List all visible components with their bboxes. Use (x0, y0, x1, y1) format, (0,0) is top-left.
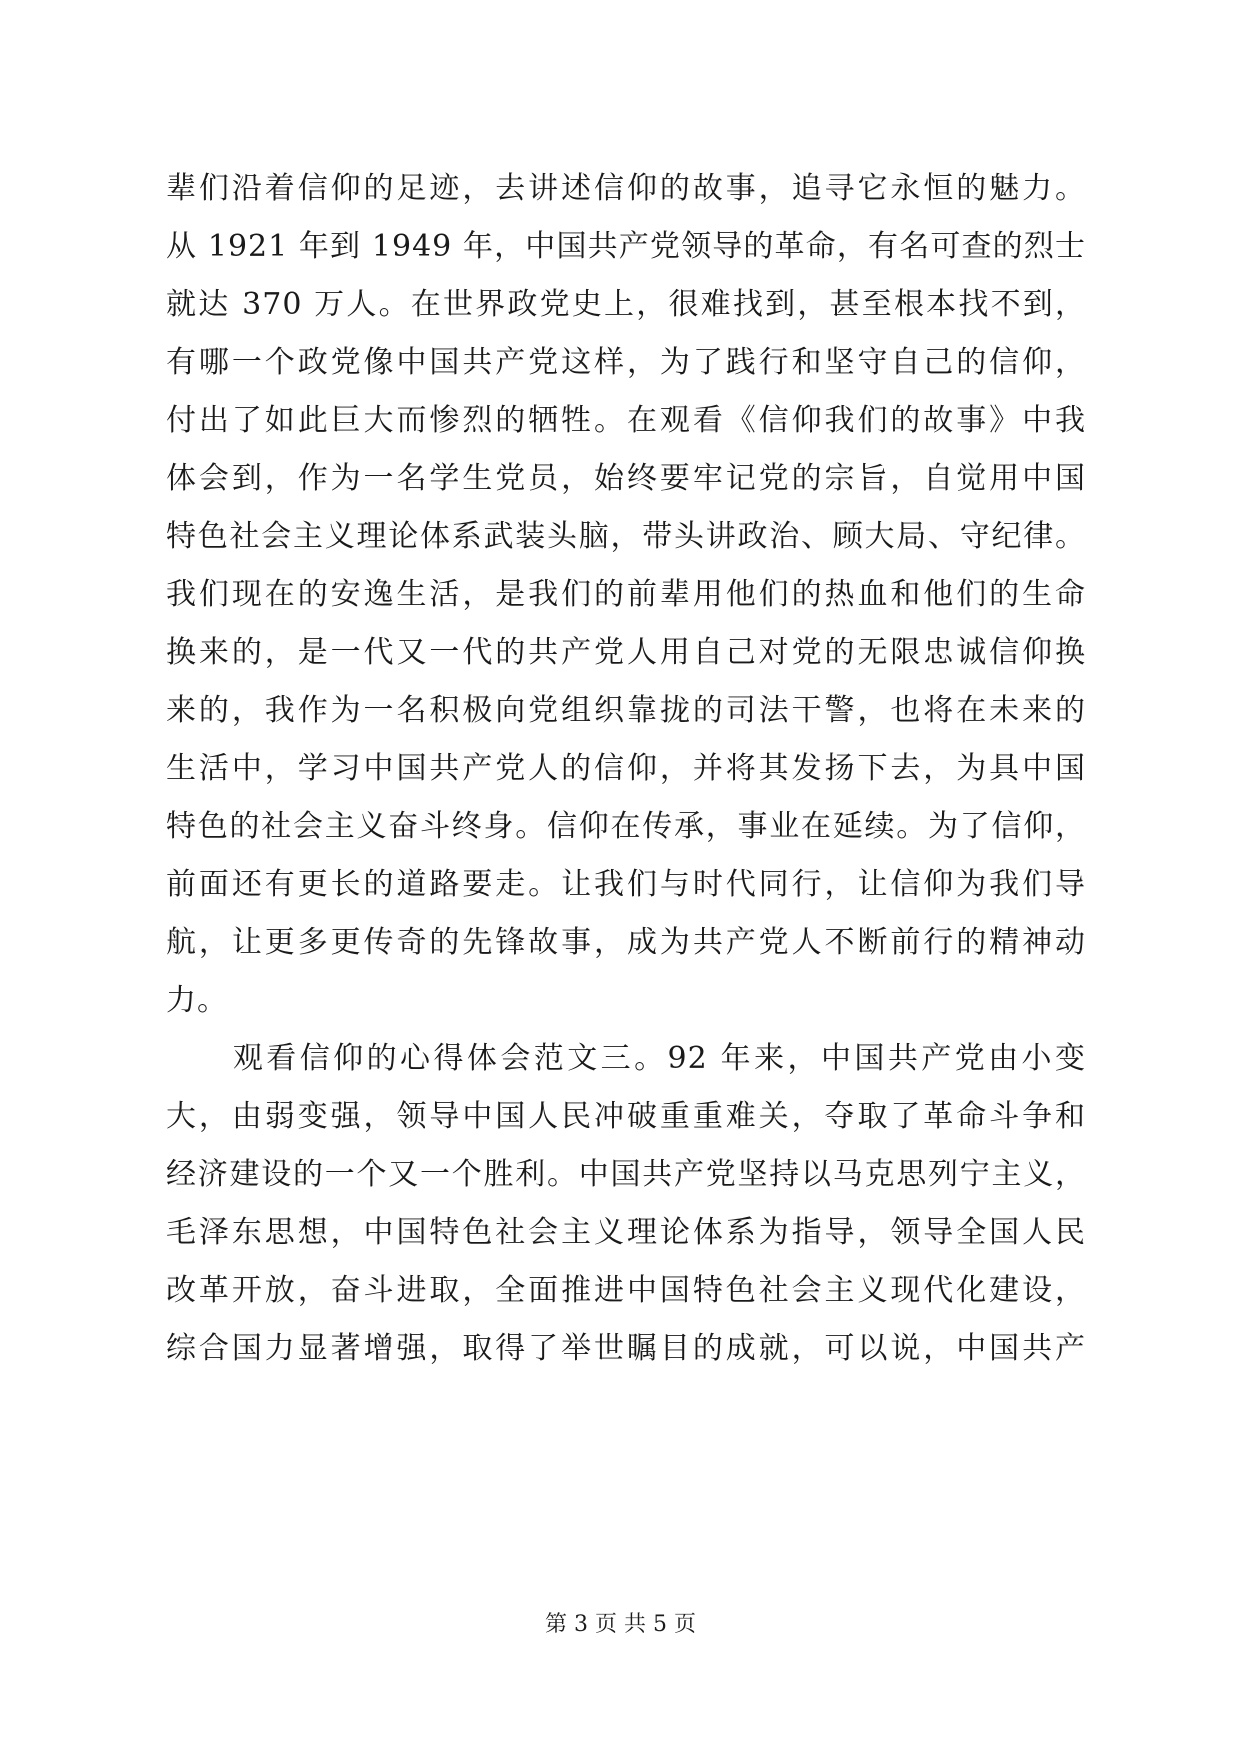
text-line: 毛泽东思想，中国特色社会主义理论体系为指导，领导全国人民 (166, 1215, 1086, 1250)
text-line: 大，由弱变强，领导中国人民冲破重重难关，夺取了革命斗争和 (166, 1099, 1086, 1134)
document-body (166, 160, 1086, 1378)
text-line: 前面还有更长的道路要走。让我们与时代同行，让信仰为我们导 (166, 867, 1086, 902)
text-line: 航，让更多更传奇的先锋故事，成为共产党人不断前行的精神动 (166, 925, 1086, 960)
text-line: 特色的社会主义奋斗终身。信仰在传承，事业在延续。为了信仰， (166, 809, 1086, 844)
text-line: 换来的，是一代又一代的共产党人用自己对党的无限忠诚信仰换 (166, 635, 1086, 670)
text-line: 我们现在的安逸生活，是我们的前辈用他们的热血和他们的生命 (166, 577, 1086, 612)
text-line: 综合国力显著增强，取得了举世瞩目的成就，可以说，中国共产 (166, 1331, 1086, 1366)
paragraph-start-line: 观看信仰的心得体会范文三。92 年来，中国共产党由小变 (166, 1041, 1086, 1076)
text-line: 经济建设的一个又一个胜利。中国共产党坚持以马克思列宁主义， (166, 1157, 1086, 1192)
text-line: 生活中，学习中国共产党人的信仰，并将其发扬下去，为具中国 (166, 751, 1086, 786)
text-line: 力。 (166, 983, 228, 1018)
text-line: 付出了如此巨大而惨烈的牺牲。在观看《信仰我们的故事》中我 (166, 403, 1086, 438)
text-line: 有哪一个政党像中国共产党这样，为了践行和坚守自己的信仰， (166, 345, 1086, 380)
text-line: 特色社会主义理论体系武装头脑，带头讲政治、顾大局、守纪律。 (166, 519, 1086, 554)
text-line: 辈们沿着信仰的足迹，去讲述信仰的故事，追寻它永恒的魅力。 (166, 171, 1086, 206)
text-line: 就达 370 万人。在世界政党史上，很难找到，甚至根本找不到， (166, 287, 1086, 322)
text-line: 从 1921 年到 1949 年，中国共产党领导的革命，有名可查的烈士 (166, 229, 1086, 264)
page-number-footer: 第 3 页 共 5 页 (545, 1612, 696, 1637)
text-line: 改革开放，奋斗进取，全面推进中国特色社会主义现代化建设， (166, 1273, 1086, 1308)
text-line: 来的，我作为一名积极向党组织靠拢的司法干警，也将在未来的 (166, 693, 1086, 728)
text-line: 体会到，作为一名学生党员，始终要牢记党的宗旨，自觉用中国 (166, 461, 1086, 496)
